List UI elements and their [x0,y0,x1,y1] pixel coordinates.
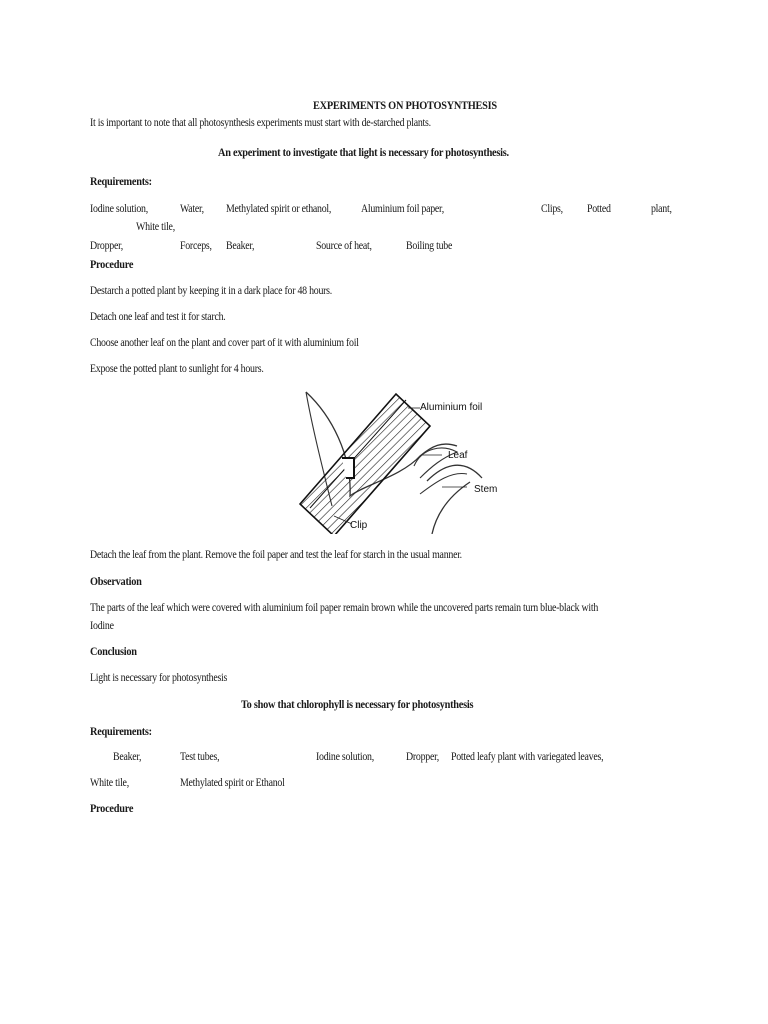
observation-label: Observation [90,574,142,588]
experiment1-procedure-label: Procedure [90,257,134,271]
req-tube: Boiling tube [406,240,453,252]
observation-text-1: The parts of the leaf which were covered with aluminium foil paper remain brown while the uncovered parts remain turn blue-black with [90,602,599,614]
experiment2-heading: To show that chlorophyll is necessary for photosynthesis [241,697,474,711]
procedure-step-1: Destarch a potted plant by keeping it in a dark place for 48 hours. [90,285,332,297]
procedure-step-4: Expose the potted plant to sunlight for 4 hours. [90,363,264,375]
req-beaker: Beaker, [226,240,255,252]
procedure-step-2: Detach one leaf and test it for starch. [90,311,226,323]
experiment2-requirements-label: Requirements: [90,724,152,738]
req-iodine: Iodine solution, [90,203,148,215]
experiment2-procedure-label: Procedure [90,801,134,815]
req-clips: Clips, [541,203,563,215]
req2-plant: Potted leafy plant with variegated leaves, [451,751,604,763]
stem [427,465,482,534]
after-step: Detach the leaf from the plant. Remove the foil paper and test the leaf for starch in the usual manner. [90,549,462,561]
req-plant: plant, [651,203,672,215]
req-potted: Potted [587,203,611,215]
conclusion-label: Conclusion [90,644,137,658]
req2-dropper: Dropper, [406,751,439,763]
req2-tile: White tile, [90,777,129,789]
procedure-step-3: Choose another leaf on the plant and cover part of it with aluminium foil [90,337,359,349]
page-title: EXPERIMENTS ON PHOTOSYNTHESIS [313,98,497,112]
req-water: Water, [180,203,204,215]
leaf-foil-diagram [292,386,512,534]
req2-tubes: Test tubes, [180,751,220,763]
req2-iodine: Iodine solution, [316,751,374,763]
req-tile: White tile, [136,221,175,233]
label-leaf: Leaf [448,450,468,461]
label-stem: Stem [474,484,498,495]
req-foil: Aluminium foil paper, [361,203,444,215]
req2-spirit: Methylated spirit or Ethanol [180,777,285,789]
observation-text-2: Iodine [90,620,114,632]
req-spirit: Methylated spirit or ethanol, [226,203,332,215]
req2-beaker: Beaker, [113,751,142,763]
label-clip: Clip [350,520,368,531]
experiment1-requirements-label: Requirements: [90,174,152,188]
req-heat: Source of heat, [316,240,372,252]
label-aluminium-foil: Aluminium foil [420,402,483,413]
experiment1-heading: An experiment to investigate that light is necessary for photosynthesis. [218,145,509,159]
conclusion-text: Light is necessary for photosynthesis [90,672,228,684]
req-dropper: Dropper, [90,240,123,252]
intro-text: It is important to note that all photosynthesis experiments must start with de-starched plants. [90,117,431,129]
req-forceps: Forceps, [180,240,212,252]
